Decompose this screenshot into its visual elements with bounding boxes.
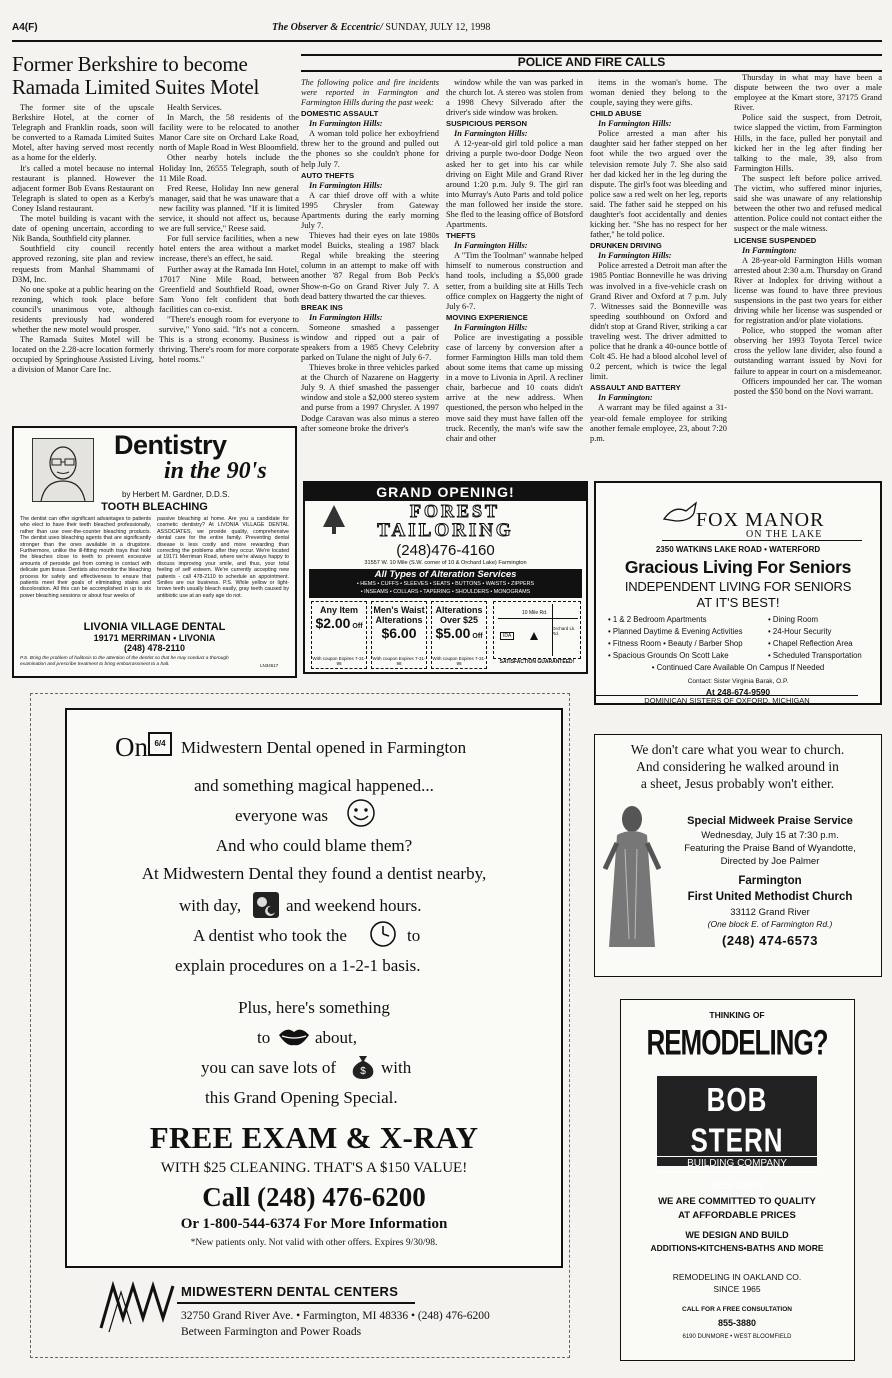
masthead (12, 20, 882, 38)
fox-manor-line2: INDEPENDENT LIVING FOR SENIORS (624, 579, 852, 594)
ad-line-12: this Grand Opening Special. (205, 1088, 398, 1107)
dentistry-heading: TOOTH BLEACHING (101, 501, 208, 513)
amenity-item: • Planned Daytime & Evening Activities (608, 627, 743, 636)
forest-name: FOREST (409, 501, 501, 521)
fox-manor-tagline: Gracious Living For Seniors (624, 557, 852, 577)
report-paragraph: A 12-year-old girl told police a man driving a purple two-door Dodge Neon asked her to get into his car while driving on Eight Mile and Grand River around 1:20 p.m. July 9. The girl ran into Murray's Auto Parts and told police the man followed her inside the store. She fled to the leasing office of Botsford Apartments. (446, 139, 583, 230)
director: Directed by Joe Palmer (720, 856, 820, 867)
report-paragraph: A woman told police her exboyfriend threw her to the ground and pulled out the phones so she couldn't phone for help July 7. (301, 129, 439, 169)
article-paragraph: In March, the 58 residents of the facility were to be relocated to another Manor Care site on Orchard Lake Road, north of Maple Road in West Bloomfield. (159, 113, 299, 153)
article-paragraph: The former site of the upscale Berkshire Hotel, at the corner of Telegraph and Franklin roads, soon will be converted to a Ramada Limited Suites Motel, after having served most recently as a home for the elderly. (12, 103, 154, 163)
church-phone: (248) 474-6573 (722, 933, 818, 948)
report-paragraph: Police said the suspect, from Detroit, twice slapped the victim, from Farmington Hills, in the face, pulled her ponytail and kicked her in the leg after finding her talking to the male, 39, also from Farmington Hills. (734, 113, 882, 173)
call-phone: Call (248) 476-6200 (202, 1182, 426, 1212)
fox-manor-ad (594, 481, 882, 705)
ad-line-5: At Midwestern Dental they found a dentist nearby, (141, 864, 487, 883)
section-heading: MOVING EXPERIENCE (446, 312, 528, 322)
commit-1: WE ARE COMMITTED TO QUALITY (658, 1196, 816, 1207)
police-column-2 (446, 78, 583, 444)
dentistry-title: Dentistry (114, 430, 227, 460)
section-heading: AUTO THEFTS (301, 170, 355, 180)
report-paragraph: Police, who stopped the woman after observing her 1993 Toyota Tercel twice cross the yellow lane divider, also found a outstanding warrant issued by Novi for failure to appear in court on a misdemeanor. (734, 326, 882, 376)
amenity-item: • Dining Room (768, 615, 818, 624)
location-label: In Farmington: (598, 393, 653, 403)
section-heading: CHILD ABUSE (590, 109, 642, 119)
report-paragraph: Thieves broke in three vehicles parked at the Church of Nazarene on Haggerty July 9. A thief smashed the passenger window and stole a $2,000 stereo system and purse from a 1997 Chrysler. A 1997 Dodge Caravan was also minus a stereo after someone broke the driver's (301, 363, 439, 433)
ad-line-9: Plus, here's something (238, 998, 390, 1017)
page-number: A4(F) (12, 22, 38, 33)
amenity-item: • 24-Hour Security (768, 627, 832, 636)
article-paragraph: Other nearby hotels include the Holiday Inn, 26555 Telegraph, south of 11 Mile Road. (159, 153, 299, 183)
dentistry-phone: (248) 478-2110 (123, 643, 186, 653)
report-paragraph: A 28-year-old Farmington Hills woman arrested about 2:30 a.m. Thursday on Grand River at Indoplex for driving without a license was found to have three previous suspensions in the past two years for either driving while her license was suspended or for registration and/or plate violations. (734, 255, 882, 326)
berkshire-headline: Former Berkshire to become Ramada Limited Suites Motel (12, 52, 260, 99)
ad-line-8: explain procedures on a 1-2-1 basis. (175, 956, 421, 975)
fox-manor-address: 2350 WATKINS LAKE ROAD • WATERFORD (655, 545, 821, 554)
article-paragraph: Further away at the Ramada Inn Hotel, 17017 Nine Mile Road, between Greenfield and Southfield Road, owner Sam Yono felt confident that both facilities can co-exist. (159, 264, 299, 314)
coupon-title: Men's Waist Alterations (373, 605, 425, 625)
amenity-item: • Chapel Reflection Area (768, 639, 853, 648)
fox-amenities-left (608, 614, 768, 662)
smiley-icon (346, 798, 376, 828)
article-paragraph: The motel building is vacant with the date of opening uncertain, according to Nik Banda, Southfield city planner. (12, 214, 154, 244)
dentistry-ps: P.S. Bring the problem of halitosis to the attention of the dentist so that he may conduct a thorough examination and prescribe treatment to bring embarrassment to a halt. (20, 656, 229, 667)
article-paragraph: Health Services. (167, 103, 222, 112)
free-consultation: CALL FOR A FREE CONSULTATION (682, 1306, 792, 1313)
church-city: Farmington (738, 875, 802, 887)
amenity-item: • Fitness Room • Beauty / Barber Shop (608, 639, 743, 648)
dentistry-body-right: passive bleaching at home. Are you a candidate for cosmetic dentistry? At LIVONIA VILLAGE DENTAL ASSOCIATES, we provide quality, comprehensive dental care for the entire family. Preventing dental disease is less costly and more rewarding than correcting the problems after they occur. We're located at 19171 Merriman Road, where we're always happy to discuss improving your smile, and thus, your total feeling of self esteem. We're currently accepting new patients - call 478-2110 to schedule an appointment. Smiles are our business. P.S. While yellow or light-brown teeth usually bleach easily, gray teeth caused by antibiotic use at an early age do not. (157, 516, 289, 599)
ad-line-11b: with (381, 1058, 412, 1077)
ad-line-3: everyone was (235, 806, 328, 825)
church-ad (594, 734, 882, 977)
dentistry-byline: by Herbert M. Gardner, D.D.S. (122, 490, 230, 499)
report-paragraph: Thieves had their eyes on late 1980s model Buicks, stealing a 1987 black Regal while breaking the steering column in an attempt to make off with another '87 Regal from Bob Peck's Show-n-Go on Grand River July 7. A dead battery thwarted the car thieves. (301, 231, 439, 301)
fox-manor-name: FOX MANOR (696, 509, 825, 531)
coupon (311, 601, 367, 669)
coupon (431, 601, 487, 669)
article-paragraph: Fred Reese, Holiday Inn new general manager, said that he was unaware that a new facility was planned. "If it is limited service, it should not affect us, because we are full service," Reese said. (159, 183, 299, 234)
bob-stern-name: BOB STERN (690, 1080, 784, 1160)
commit-2: AT AFFORDABLE PRICES (678, 1210, 796, 1221)
map-label-ida: IDA (500, 632, 514, 640)
police-banner: POLICE AND FIRE CALLS (517, 55, 666, 69)
forest-address: 31557 W. 10 Mile (S.W. corner of 10 & Orchard Lake) Farmington (364, 560, 527, 566)
location-label: In Farmington Hills: (598, 119, 672, 129)
amenity-item: • Scheduled Transportation (768, 651, 862, 660)
praise-band: Featuring the Praise Band of Wyandotte, (684, 843, 856, 854)
fox-amenities-right (768, 614, 880, 662)
fox-footer: DOMINICAN SISTERS OF OXFORD, MICHIGAN (596, 695, 858, 705)
location-label: In Farmington Hills: (309, 312, 383, 322)
report-paragraph: Police arrested a man after his daughter said her father stepped on her foot while the two argued over the television remote July 7. She also said her dad kicked her in the leg during the dispute. The girl's foot was bleeding and police saw a red welt on her leg, reports said. The father said he stepped on his daughter's foot accidentally and denies kicking her. "She has no respect for her father," he told police. (590, 129, 727, 240)
coupon-off: Off (470, 633, 483, 640)
section-heading: DOMESTIC ASSAULT (301, 109, 379, 119)
fox-contact: Contact: Sister Virginia Barak, O.P. (687, 678, 789, 685)
coupon (371, 601, 427, 669)
coupon-expiry: With coupon Expires 7-31-98 (432, 656, 486, 666)
ad-line-7b: to (407, 926, 421, 945)
design-2: ADDITIONS•KITCHENS•BATHS AND MORE (650, 1243, 824, 1253)
dentistry-address: 19171 MERRIMAN • LIVONIA (93, 633, 216, 643)
coupon-expiry: With coupon Expires 7-31-98 (372, 656, 426, 666)
report-paragraph: items in the woman's home. The woman denied they belong to the couple, saying they were gifts. (590, 78, 727, 108)
police-column-3 (590, 78, 727, 444)
alteration-services: All Types of Alteration Services • HEMS • CUFFS • SLEEVES • SEATS • BUTTONS • WAISTS • ZIPPERS • INSEAMS • COLLARS • TAPERING • SHOULDERS • MONOGRAMS (309, 569, 582, 598)
dentistry-ad-code: LN34617 (260, 663, 279, 668)
article-paragraph: It's called a motel because no internal restaurant is planned. However the adjacent former Bob Evans Restaurant on Telegraph is slated to open as a Kerby's Coney Island restaurant. (12, 163, 154, 213)
fox-phone: At 248-674-9590 (705, 687, 771, 697)
mw-logo (99, 1278, 175, 1334)
berkshire-column-1 (12, 103, 154, 376)
dentistry-subtitle: in the 90's (164, 458, 267, 484)
dentistry-body-left: The dentist can offer significant advantages to patients who elect to have their teeth bleached professionally, rather than use over-the-counter bleaching products. The dentist uses bleaching agents that are significantly stronger than the ones available in a drugstore. Furthermore, unlike the ill-fitting mouth trays that hold the bleaches close to teeth to prevent excessive amounts of peroxide gel from coming in contact with delicate gum tissue. Dentists also monitor the bleaching process for safety and effectiveness to ensure that patients meet their goals of eliminating stains and discoloration. All this can be accomplished in up to six power bleaching sessions or about four weeks of (20, 516, 151, 599)
midwestern-company: MIDWESTERN DENTAL CENTERS (181, 1284, 399, 1299)
svg-text:$: $ (360, 1066, 366, 1077)
location-label: In Farmington: (742, 245, 797, 255)
dentist-portrait-icon (33, 439, 93, 501)
coupon-price: $2.00 Off (315, 615, 363, 631)
report-paragraph: Police arrested a Detroit man after the 1985 Pontiac Bonneville he was driving was involved in a five-vehicle crash on Grand River and Oxford at 7 p.m. July 7. Witnesses said the Bonneville was speeding southbound on Oxford and didn't stop at Grand River, striking a car traveling west. The driver admitted to police that he drank a 40-ounce bottle of Colt 45. He had a blood alcohol level of 0.2 percent, which is twice the legal limit. (590, 261, 727, 382)
forest-phone: (248)476-4160 (396, 542, 495, 559)
location-label: In Farmington Hills: (454, 322, 528, 332)
section-heading: ASSAULT AND BATTERY (590, 383, 681, 393)
satisfaction-guaranteed: SATISFACTION GUARANTEED! (499, 659, 575, 665)
free-exam-headline: FREE EXAM & X-RAY (149, 1120, 479, 1155)
report-paragraph: A "Tim the Toolman" wannabe helped himself to numerous construction and hand tools, including a $5,000 grade setter, from a building site at Hills Tech office complex on Haggerty the night of July 6-7. (446, 251, 583, 311)
grand-opening-banner: GRAND OPENING! (305, 483, 586, 501)
article-paragraph: No one spoke at a public hearing on the rezoning, which took place before council's unanimous vote, although residents previously had wondered whether the new motel would prosper. (12, 284, 154, 335)
location-label: In Farmington Hills: (454, 129, 528, 139)
map-label-orchard: Orchard Lk. Rd. (552, 626, 576, 636)
report-paragraph: Officers impounded her car. The woman posted the $50 bond on the Novi warrant. (734, 376, 882, 396)
tailoring-name: TAILORING (377, 520, 514, 541)
article-paragraph: For full service facilities, when a new hotel enters the area without a market increase, there's an effect, he said. (159, 234, 299, 264)
berkshire-column-2 (159, 103, 299, 365)
livonia-village-dental: LIVONIA VILLAGE DENTAL (83, 621, 226, 633)
police-column-1 (301, 78, 439, 434)
lips-icon (277, 1026, 311, 1048)
midwestern-address: 32750 Grand River Ave. • Farmington, MI 48336 • (248) 476-6200 (181, 1310, 490, 1322)
report-paragraph: A warrant may be filed against a 31-year-old female employee for striking another female employee, 23, about 7:20 p.m. (590, 403, 727, 443)
since-1: REMODELING IN OAKLAND CO. (672, 1272, 802, 1282)
ad-line-4: And who could blame them? (215, 836, 413, 855)
location-label: In Farmington Hills: (598, 251, 672, 261)
praise-service: Special Midweek Praise Service (687, 815, 853, 827)
ad-line-6a: with day, (179, 896, 242, 915)
report-paragraph: Police are investigating a possible case of larceny by conversion after a former Farmington Hills man told them about some items that came up missing in a move to Livonia in April. A recliner chair, barbecue and 10 coats didn't arrive at the new address. When questioned, the person who helped in the move said they must have fallen off the truck. Recently, the man's wife saw the chair and other (446, 332, 583, 443)
map-label-10-mile: 10 Mile Rd. (522, 610, 548, 616)
bob-stern-logo (657, 1076, 817, 1192)
since-2: SINCE 1965 (713, 1284, 761, 1294)
money-bag-icon (349, 1052, 377, 1080)
ad-line-6b: and weekend hours. (286, 896, 422, 915)
ad-line-2: and something magical happened... (194, 776, 434, 795)
ad-line-7a: A dentist who took the (193, 926, 347, 945)
amenity-item: • 1 & 2 Bedroom Apartments (608, 615, 707, 624)
report-paragraph: A car thief drove off with a white 1995 Chrysler from Gateway Apartments during the early morning July 7. (301, 190, 439, 230)
section-heading: SUSPICIOUS PERSON (446, 119, 528, 129)
midwestern-dental-ad (30, 693, 570, 1358)
church-address: 33112 Grand River (730, 907, 810, 918)
fox-manor-sub: ON THE LAKE (746, 529, 823, 540)
report-paragraph: window while the van was parked in the church lot. A stereo was stolen from a 1998 Chevy Silverado after the driver's side window was broken. (446, 78, 583, 118)
church-headline: We don't care what you wear to church. And considering he walked around in a sheet, Jesus probably won't either. (630, 742, 845, 791)
consultation-phone: 855-3880 (717, 1318, 757, 1328)
section-heading: THEFTS (446, 231, 476, 241)
jesus-figure-icon (603, 799, 661, 949)
free-exam-sub: WITH $25 CLEANING. THAT'S A $150 VALUE! (160, 1160, 468, 1176)
thinking-of: THINKING OF (709, 1010, 765, 1020)
fox-continued-care: • Continued Care Available On Campus If Needed (651, 663, 825, 672)
store-marker-icon (530, 632, 538, 640)
church-note: (One block E. of Farmington Rd.) (707, 919, 833, 929)
church-name: First United Methodist Church (687, 891, 853, 903)
publication-name: The Observer & Eccentric/ SUNDAY, JULY 12, 1998 (272, 22, 491, 33)
remodeling-ad (620, 999, 855, 1361)
location-map (493, 601, 581, 659)
police-intro: The following police and fire incidents were reported in Farmington and Farmington Hills during the past week: (301, 78, 439, 108)
fox-manor-line3: AT IT'S BEST! (696, 595, 780, 610)
design-1: WE DESIGN AND BUILD (685, 1230, 789, 1240)
coupon-title: Alterations Over $25 (435, 605, 483, 625)
dentistry-ad (12, 426, 297, 678)
ad-on: On (115, 732, 148, 762)
bob-stern-phone: 855-3880 (711, 1178, 763, 1192)
service-time: Wednesday, July 15 at 7:30 p.m. (701, 830, 839, 841)
ad-line-10b: about, (315, 1028, 358, 1047)
amenity-item: • Spacious Grounds On Scott Lake (608, 651, 729, 660)
ad-line-1: Midwestern Dental opened in Farmington (181, 738, 467, 757)
location-label: In Farmington Hills: (309, 180, 383, 190)
building-company: BUILDING COMPANY (657, 1156, 817, 1172)
article-paragraph: "There's enough room for everyone to survive," Yono said. "It's not a concern. This is a strong economy. Business is thriving. There's room for more corporate hotel rooms." (159, 314, 299, 365)
article-paragraph: The Ramada Suites Motel will be located on the 2.28-acre location formerly occupied by Springhouse Assisted Living, a division of Manor Care Inc. (12, 335, 154, 375)
remodel-address: 6190 DUNMORE • WEST BLOOMFIELD (682, 1334, 792, 1340)
section-heading: DRUNKEN DRIVING (590, 241, 662, 251)
dentist-portrait (32, 438, 94, 502)
section-heading: BREAK INS (301, 302, 343, 312)
remodeling-title: REMODELING? (646, 1022, 828, 1063)
article-paragraph: Southfield city council recently approved rezoning, site plan and review requests from Manhal Shammami of D3M, Inc. (12, 244, 154, 284)
ad-line-11a: you can save lots of (201, 1058, 337, 1077)
report-paragraph: Someone smashed a passenger window and ripped out a pair of speakers from a 1985 Chevy Celebrity parked on Tulane the night of July 6-7. (301, 322, 439, 362)
offer-fine-print: *New patients only. Not valid with other offers. Expires 9/30/98. (190, 1238, 438, 1248)
police-column-4 (734, 73, 882, 397)
sun-moon-icon (253, 892, 279, 918)
coupon-price: $5.00 Off (435, 625, 483, 641)
clock-icon (369, 920, 397, 948)
section-heading: LICENSE SUSPENDED (734, 235, 817, 245)
coupon-off: Off (350, 623, 363, 630)
calendar-icon: 6/4 (148, 732, 172, 756)
location-label: In Farmington Hills: (309, 119, 383, 129)
report-paragraph: Thursday in what may have been a dispute between the two over a male employee at the Kmart store, 37175 Grand River. (734, 73, 882, 113)
coupon-expiry: With coupon Expires 7-31-98 (312, 656, 366, 666)
coupon-title: Any Item (319, 605, 358, 615)
coupon-price: $6.00 (381, 625, 417, 641)
midwestern-between: Between Farmington and Power Roads (181, 1326, 362, 1338)
report-paragraph: The suspect left before police arrived. The victim, who suffered minor injuries, said she was unaware of any relationship between the other two and refused medical attention. Police could not contact either the suspect or the male witness. (734, 173, 882, 234)
issue-date: SUNDAY, JULY 12, 1998 (385, 22, 491, 33)
masthead-rule (12, 40, 882, 42)
forest-tailoring-ad (303, 481, 588, 674)
ad-line-10a: to (257, 1028, 271, 1047)
location-label: In Farmington Hills: (454, 241, 528, 251)
toll-free-phone: Or 1-800-544-6374 For More Information (180, 1216, 448, 1232)
